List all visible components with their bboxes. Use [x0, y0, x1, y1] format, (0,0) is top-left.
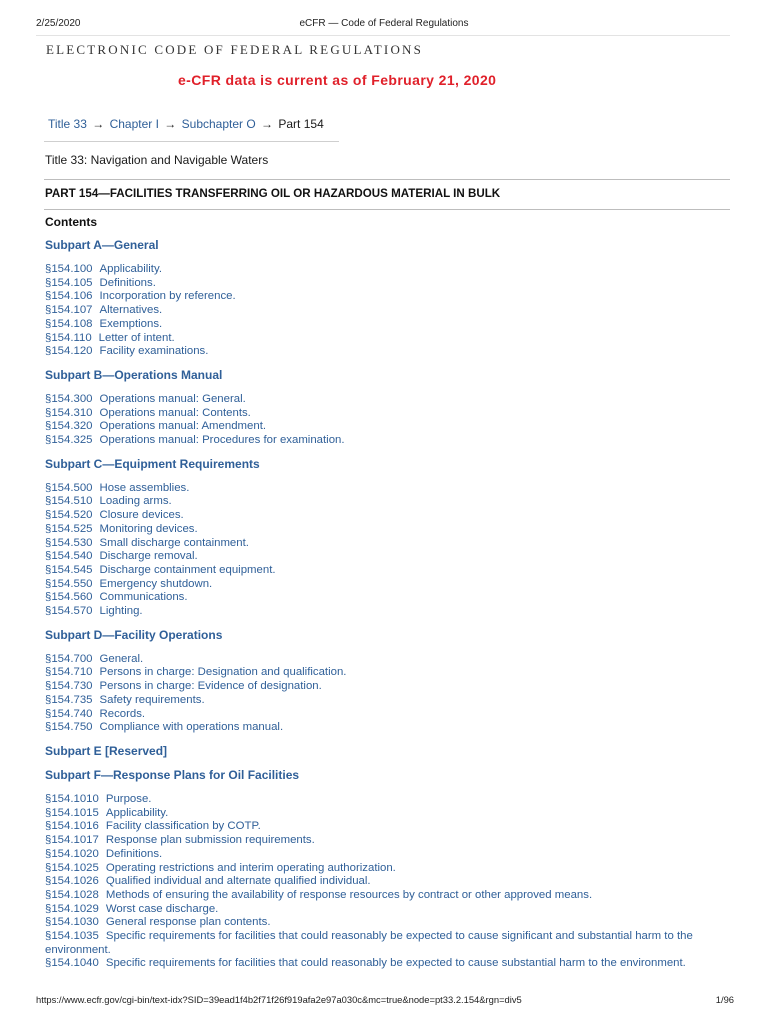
section-number: §154.520: [45, 509, 93, 522]
breadcrumb-chapter[interactable]: Chapter I: [109, 117, 159, 131]
section-title: Discharge containment equipment.: [99, 563, 276, 576]
section-link[interactable]: [45, 550, 735, 564]
section-link[interactable]: [45, 957, 735, 971]
section-number: §154.540: [45, 550, 93, 563]
section-title: General.: [99, 652, 144, 665]
section-link[interactable]: [45, 523, 735, 537]
section-title: Definitions.: [105, 847, 163, 860]
section-number: §154.740: [45, 707, 93, 720]
section-list: [45, 263, 735, 359]
section-title: Communications.: [99, 591, 188, 604]
section-title: Specific requirements for facilities that could reasonably be expected to cause significant and substantial harm to the environment.: [45, 930, 693, 956]
print-url: https://www.ecfr.gov/cgi-bin/text-idx?SID=39ead1f4b2f71f26f919afa2e97a030c&mc=true&node=pt33.2.154&rgn=div5: [36, 994, 522, 1005]
part-heading: PART 154—FACILITIES TRANSFERRING OIL OR HAZARDOUS MATERIAL IN BULK: [45, 187, 501, 200]
section-title: Incorporation by reference.: [99, 290, 236, 303]
section-link[interactable]: [45, 807, 735, 821]
current-notice: e-CFR data is current as of February 21, 2020: [178, 72, 497, 88]
subpart-heading[interactable]: Subpart E [Reserved]: [45, 743, 168, 758]
site-title: ELECTRONIC CODE OF FEDERAL REGULATIONS: [46, 42, 424, 57]
section-title: Alternatives.: [99, 304, 163, 317]
section-title: Compliance with operations manual.: [99, 721, 284, 734]
section-link[interactable]: [45, 345, 735, 359]
section-number: §154.1029: [45, 902, 99, 915]
breadcrumb-separator: →: [164, 117, 177, 131]
section-number: §154.300: [45, 392, 93, 405]
section-link[interactable]: [45, 875, 735, 889]
section-number: §154.110: [45, 331, 92, 344]
section-number: §154.545: [45, 563, 93, 576]
section-title: Applicability.: [105, 806, 169, 819]
section-link[interactable]: [45, 482, 735, 496]
section-number: §154.108: [45, 317, 93, 330]
section-number: §154.310: [45, 406, 93, 419]
section-link[interactable]: [45, 509, 735, 523]
section-title: Records.: [99, 707, 146, 720]
section-title: Operations manual: General.: [99, 392, 246, 405]
section-title: Loading arms.: [99, 495, 172, 508]
section-link[interactable]: [45, 708, 735, 722]
section-number: §154.1030: [45, 916, 99, 929]
section-number: §154.700: [45, 652, 93, 665]
divider: [44, 179, 730, 180]
section-title: Persons in charge: Evidence of designation.: [99, 680, 322, 693]
subpart-heading[interactable]: Subpart D—Facility Operations: [45, 627, 223, 642]
section-link[interactable]: [45, 694, 735, 708]
section-number: §154.320: [45, 420, 93, 433]
section-number: §154.107: [45, 304, 93, 317]
subpart-heading[interactable]: Subpart B—Operations Manual: [45, 367, 223, 382]
section-link[interactable]: [45, 537, 735, 551]
section-number: §154.1035: [45, 930, 99, 943]
section-link[interactable]: [45, 407, 735, 421]
section-title: Definitions.: [99, 276, 156, 289]
section-link[interactable]: [45, 916, 735, 930]
section-link[interactable]: [45, 834, 735, 848]
section-title: Response plan submission requirements.: [105, 834, 315, 847]
subpart-heading[interactable]: Subpart A—General: [45, 238, 159, 252]
section-title: Exemptions.: [99, 317, 163, 330]
section-number: §154.530: [45, 536, 93, 549]
breadcrumb-subchapter[interactable]: Subchapter O: [181, 117, 256, 131]
section-link[interactable]: [45, 680, 735, 694]
section-link[interactable]: [45, 434, 735, 448]
section-link[interactable]: [45, 666, 735, 680]
section-list: [45, 393, 735, 448]
section-number: §154.1040: [45, 957, 99, 970]
section-number: §154.1025: [45, 861, 99, 874]
section-title: Methods of ensuring the availability of response resources by contract or other approved means.: [105, 888, 593, 901]
section-link[interactable]: [45, 304, 735, 318]
section-number: §154.1015: [45, 806, 99, 819]
section-number: §154.105: [45, 276, 93, 289]
section-number: §154.570: [45, 605, 93, 618]
section-title: Worst case discharge.: [105, 902, 219, 915]
table-of-contents: [45, 238, 735, 980]
section-number: §154.525: [45, 522, 93, 535]
section-link[interactable]: [45, 332, 735, 346]
section-link[interactable]: [45, 495, 735, 509]
subpart-heading[interactable]: Subpart F—Response Plans for Oil Facilities: [45, 767, 300, 782]
section-list: [45, 793, 735, 971]
section-link[interactable]: [45, 930, 735, 957]
section-link[interactable]: [45, 564, 735, 578]
section-link[interactable]: [45, 263, 735, 277]
section-title: Facility classification by COTP.: [105, 820, 261, 833]
section-number: §154.1028: [45, 888, 99, 901]
title-line: Title 33: Navigation and Navigable Waters: [45, 153, 269, 167]
section-title: Discharge removal.: [99, 550, 198, 563]
section-title: Operating restrictions and interim operating authorization.: [105, 861, 396, 874]
section-number: §154.710: [45, 666, 93, 679]
section-title: Emergency shutdown.: [99, 577, 213, 590]
section-list: [45, 482, 735, 619]
breadcrumb-separator: →: [261, 117, 274, 131]
section-link[interactable]: [45, 277, 735, 291]
breadcrumb-separator: →: [92, 117, 105, 131]
section-number: §154.1010: [45, 792, 99, 805]
section-number: §154.735: [45, 693, 93, 706]
breadcrumb: [48, 117, 324, 131]
breadcrumb-current: Part 154: [278, 117, 324, 131]
section-link[interactable]: [45, 318, 735, 332]
section-link[interactable]: [45, 653, 735, 667]
section-number: §154.1026: [45, 875, 99, 888]
section-title: Facility examinations.: [99, 345, 209, 358]
section-number: §154.560: [45, 591, 93, 604]
section-link[interactable]: [45, 903, 735, 917]
section-number: §154.325: [45, 434, 93, 447]
section-list: [45, 653, 735, 735]
page-number: 1/96: [715, 994, 734, 1005]
section-number: §154.730: [45, 680, 93, 693]
section-title: Qualified individual and alternate qualified individual.: [105, 875, 371, 888]
section-title: Persons in charge: Designation and qualification.: [99, 666, 347, 679]
print-header: [0, 18, 768, 32]
section-number: §154.750: [45, 721, 93, 734]
section-number: §154.1016: [45, 820, 99, 833]
section-link[interactable]: [45, 578, 735, 592]
contents-label: Contents: [45, 215, 97, 229]
section-link[interactable]: [45, 420, 735, 434]
section-title: Hose assemblies.: [99, 481, 190, 494]
section-number: §154.500: [45, 481, 93, 494]
section-number: §154.510: [45, 495, 93, 508]
section-title: Operations manual: Amendment.: [99, 420, 267, 433]
section-link[interactable]: [45, 793, 735, 807]
section-title: Operations manual: Contents.: [99, 406, 251, 419]
subpart-heading[interactable]: Subpart C—Equipment Requirements: [45, 456, 260, 471]
section-link[interactable]: [45, 721, 735, 735]
print-title: eCFR — Code of Federal Regulations: [299, 18, 469, 29]
section-link[interactable]: [45, 820, 735, 834]
section-link[interactable]: [45, 393, 735, 407]
section-number: §154.106: [45, 290, 93, 303]
section-link[interactable]: [45, 591, 735, 605]
section-title: Specific requirements for facilities that could reasonably be expected to cause substantial harm to the environment.: [105, 957, 686, 970]
section-link[interactable]: [45, 290, 735, 304]
print-date: 2/25/2020: [36, 18, 81, 29]
section-number: §154.1020: [45, 847, 99, 860]
section-link[interactable]: [45, 889, 735, 903]
breadcrumb-title[interactable]: Title 33: [48, 117, 87, 131]
section-title: Small discharge containment.: [99, 536, 249, 549]
section-title: Lighting.: [99, 605, 143, 618]
section-title: Closure devices.: [99, 509, 184, 522]
section-link[interactable]: [45, 862, 735, 876]
section-number: §154.100: [45, 263, 93, 275]
section-title: Safety requirements.: [99, 693, 205, 706]
section-link[interactable]: [45, 605, 735, 619]
top-divider: [36, 35, 730, 36]
section-number: §154.120: [45, 345, 93, 358]
section-title: General response plan contents.: [105, 916, 271, 929]
section-title: Purpose.: [105, 792, 152, 805]
section-title: Operations manual: Procedures for examination.: [99, 434, 345, 447]
breadcrumb-divider: [44, 141, 339, 142]
section-link[interactable]: [45, 848, 735, 862]
section-title: Applicability.: [99, 263, 162, 275]
section-title: Monitoring devices.: [99, 522, 198, 535]
divider: [44, 209, 730, 210]
section-number: §154.1017: [45, 834, 99, 847]
section-number: §154.550: [45, 577, 93, 590]
section-title: Letter of intent.: [98, 331, 175, 344]
